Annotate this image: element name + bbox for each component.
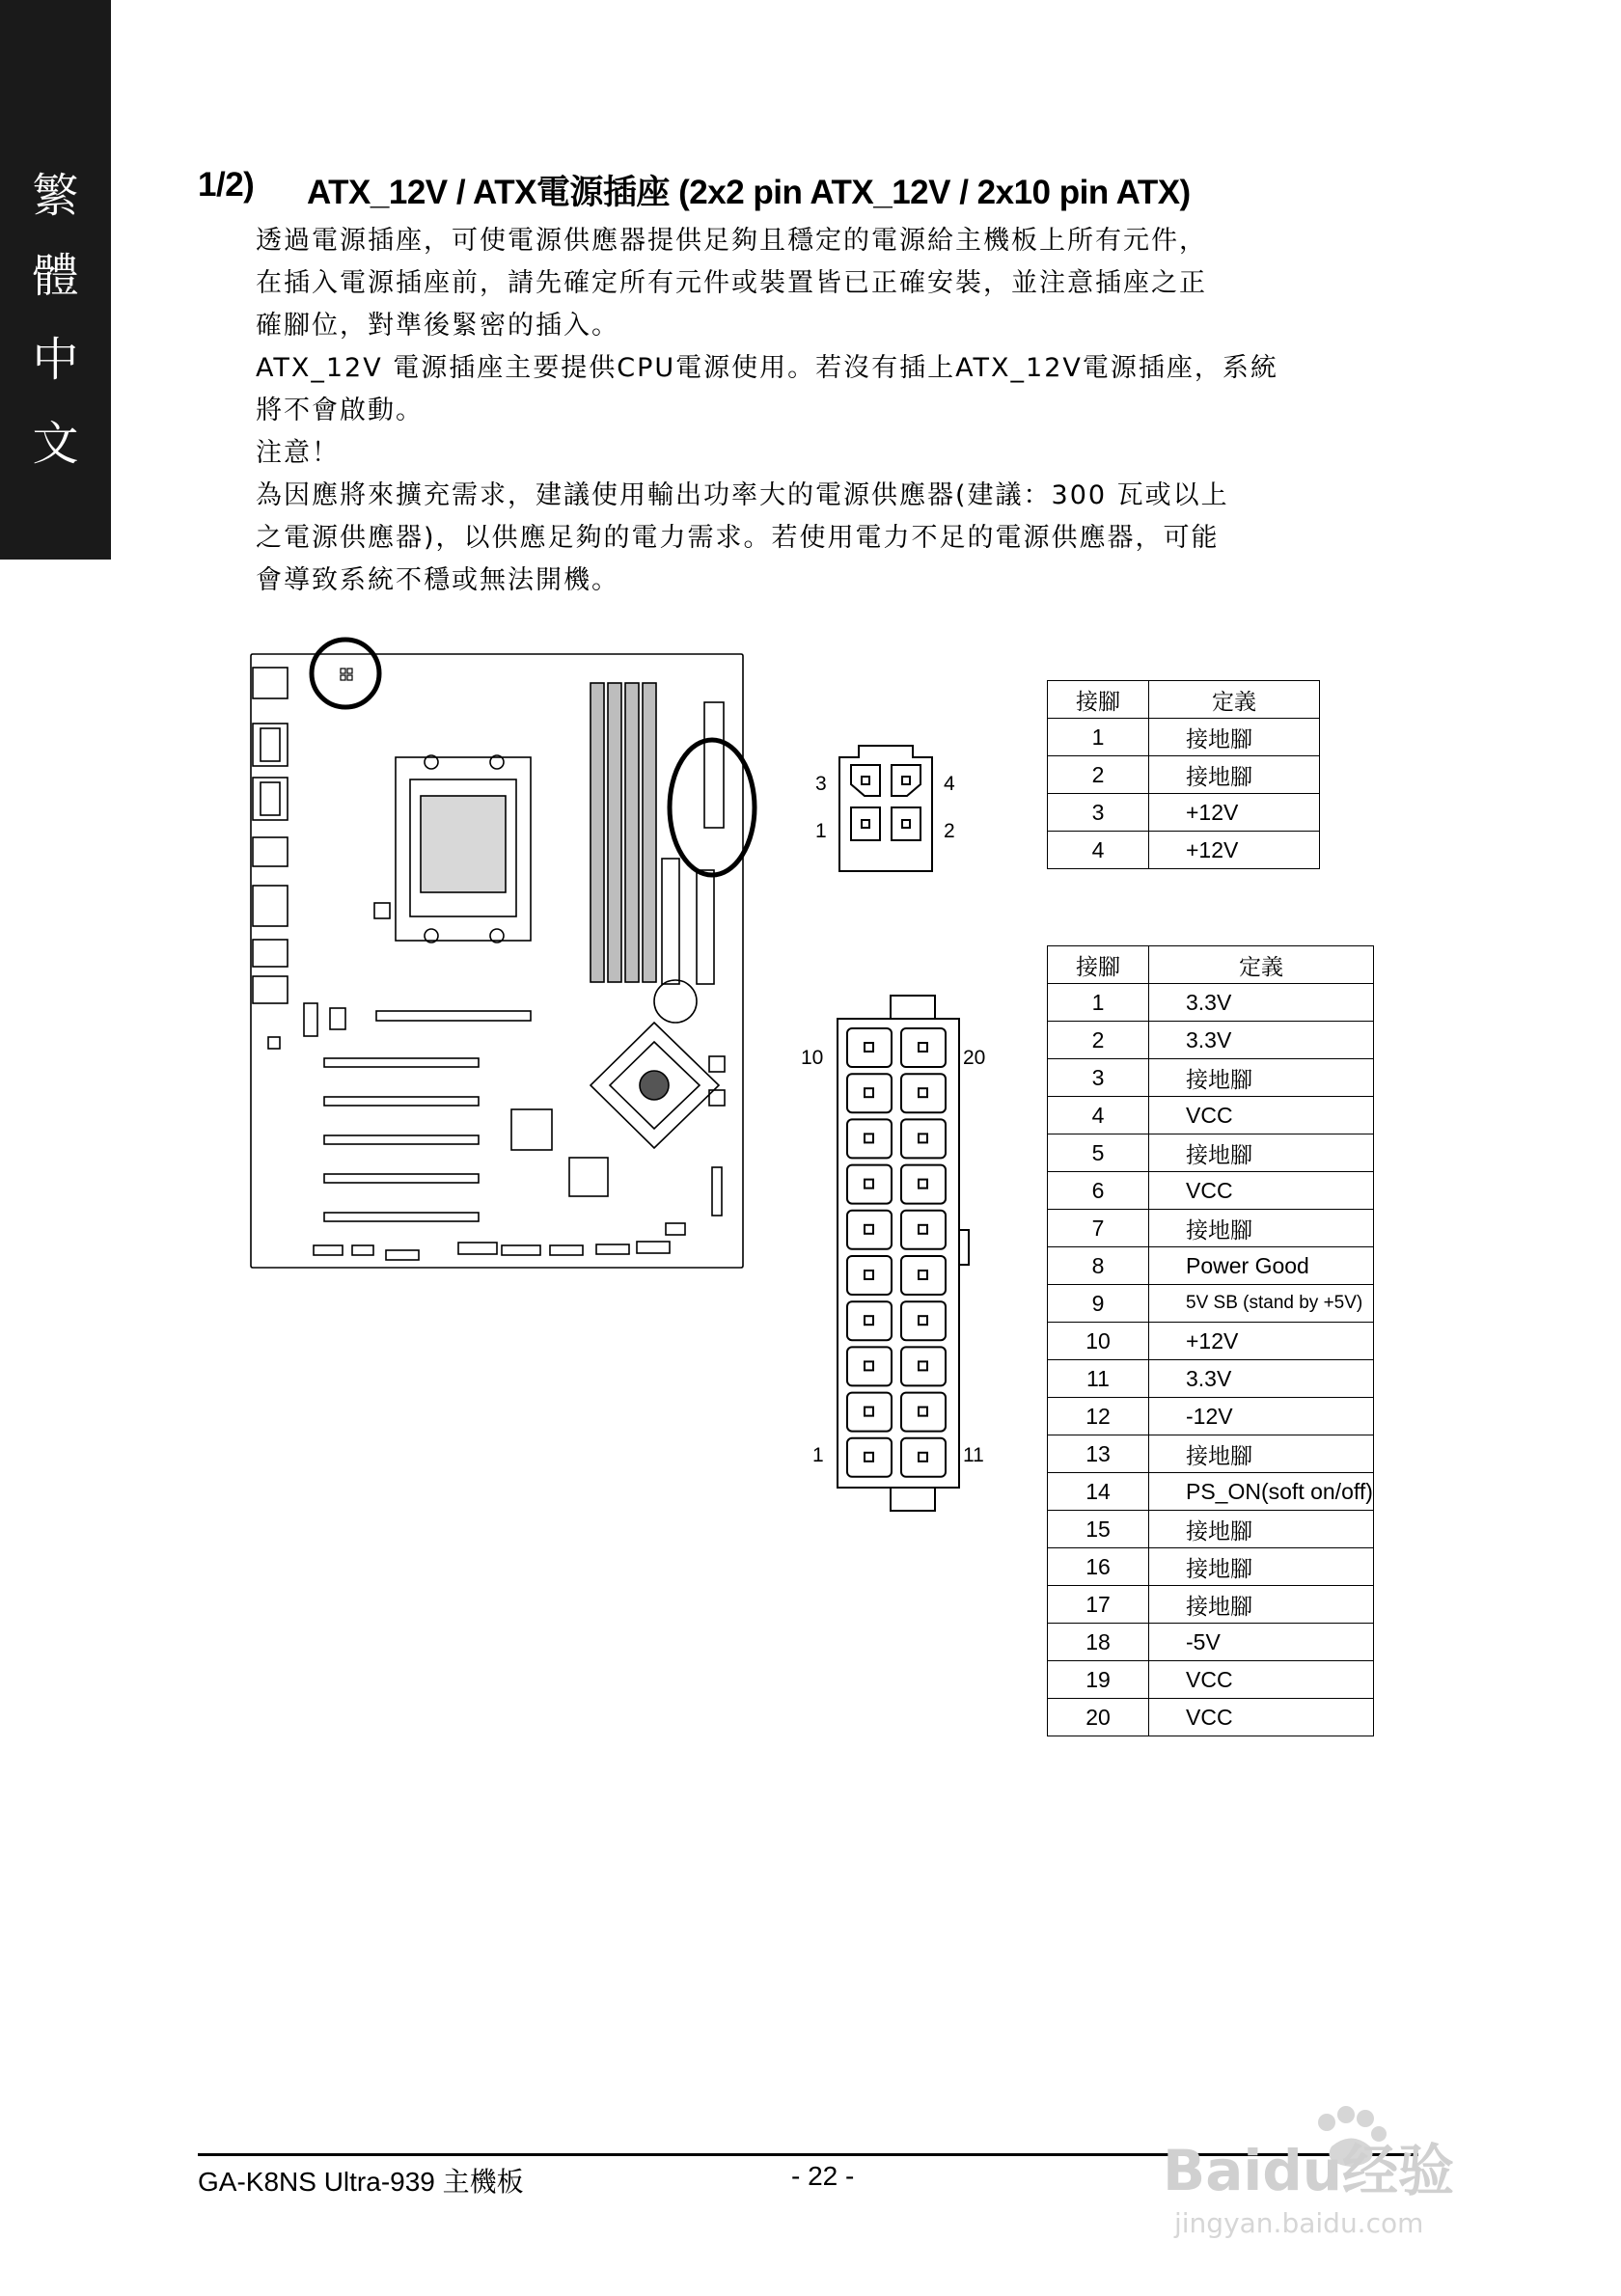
connector-pin-cell <box>901 1347 946 1385</box>
baidu-watermark-logo <box>1163 2103 1578 2238</box>
body-line: 確腳位，對準後緊密的插入。 <box>256 311 619 341</box>
pin-number: 12 <box>1048 1398 1149 1435</box>
pin-definition: -12V <box>1149 1398 1374 1435</box>
connector-pin-cell <box>847 1256 892 1295</box>
pin-definition: 3.3V <box>1149 1022 1374 1059</box>
connector-pin-contact <box>919 1361 927 1370</box>
connector-pin-cell <box>847 1211 892 1249</box>
connector-pin-cell <box>901 1165 946 1204</box>
body-line: 之電源供應器)，以供應足夠的電力需求。若使用電力不足的電源供應器，可能 <box>256 523 1220 553</box>
table-row <box>1048 1285 1374 1323</box>
table-row <box>1048 1172 1374 1210</box>
section-number: 1/2) <box>198 166 255 204</box>
pin-definition: Power Good <box>1149 1247 1374 1285</box>
pin-definition: 接地腳 <box>1149 756 1320 794</box>
connector-pin-cell <box>901 1256 946 1295</box>
pin-number: 17 <box>1048 1586 1149 1624</box>
pin-definition: 接地腳 <box>1149 1210 1374 1247</box>
connector-pin-cell <box>847 1438 892 1477</box>
connector-pin-label: 1 <box>815 820 827 842</box>
body-line: 為因應將來擴充需求，建議使用輸出功率大的電源供應器(建議：300 瓦或以上 <box>256 480 1229 510</box>
connector-pin-contact <box>865 1361 873 1370</box>
pin-number: 11 <box>1048 1360 1149 1398</box>
connector-pin-contact <box>919 1043 927 1052</box>
connector-pin-contact <box>919 1225 927 1234</box>
table-row <box>1048 1323 1374 1360</box>
side-tab-char: 體 <box>32 249 79 303</box>
table-row <box>1048 756 1320 794</box>
pin-number: 4 <box>1048 1097 1149 1134</box>
connector-pin-contact <box>865 1271 873 1279</box>
table-row <box>1048 794 1320 832</box>
pin-definition: 接地腳 <box>1149 1435 1374 1473</box>
pin-number: 3 <box>1048 794 1149 832</box>
pin-definition: +12V <box>1149 794 1320 832</box>
table-row <box>1048 1624 1374 1661</box>
pin-number: 8 <box>1048 1247 1149 1285</box>
watermark-brand: Baidu经验 <box>1163 2138 1455 2203</box>
connector-pin-contact <box>865 1134 873 1142</box>
table-row <box>1048 1360 1374 1398</box>
table-row <box>1048 1661 1374 1699</box>
connector-pin-contact <box>865 1088 873 1097</box>
language-side-tab <box>0 0 111 560</box>
side-tab-char: 繁 <box>32 169 79 223</box>
connector-pin-contact <box>865 1180 873 1189</box>
connector-pin-contact <box>865 1043 873 1052</box>
pin-definition: 接地腳 <box>1149 1059 1374 1097</box>
table-header: 接腳 <box>1048 681 1149 719</box>
connector-pin-cell <box>901 1211 946 1249</box>
pin-definition: VCC <box>1149 1097 1374 1134</box>
watermark-url: jingyan.baidu.com <box>1174 2207 1424 2238</box>
table-row <box>1048 1134 1374 1172</box>
connector-pin-cell <box>847 1119 892 1158</box>
footer-model: GA-K8NS Ultra-939 主機板 <box>198 2167 524 2197</box>
pin-number: 1 <box>1048 719 1149 756</box>
body-line: 將不會啟動。 <box>256 396 424 425</box>
pin-number: 16 <box>1048 1548 1149 1586</box>
table-row <box>1048 832 1320 869</box>
pin-definition: +12V <box>1149 832 1320 869</box>
table-row <box>1048 1247 1374 1285</box>
pin-number: 18 <box>1048 1624 1149 1661</box>
connector-pin-label: 1 <box>812 1444 824 1466</box>
connector-pin-contact <box>865 1408 873 1416</box>
connector-pin-cell <box>847 1028 892 1067</box>
pin-number: 7 <box>1048 1210 1149 1247</box>
pin-definition: +12V <box>1149 1323 1374 1360</box>
pin-number: 9 <box>1048 1285 1149 1323</box>
pin-definition: VCC <box>1149 1661 1374 1699</box>
pin-definition: 接地腳 <box>1149 1548 1374 1586</box>
pin-definition: PS_ON(soft on/off) <box>1149 1473 1374 1511</box>
connector-pin-contact <box>919 1180 927 1189</box>
connector-pin-contact <box>919 1134 927 1142</box>
pin-number: 14 <box>1048 1473 1149 1511</box>
pin-definition: -5V <box>1149 1624 1374 1661</box>
table-row <box>1048 984 1374 1022</box>
body-line: 會導致系統不穩或無法開機。 <box>256 565 619 595</box>
table-row <box>1048 1699 1374 1736</box>
pin-number: 4 <box>1048 832 1149 869</box>
pin-definition: 接地腳 <box>1149 719 1320 756</box>
body-line: ATX_12V 電源插座主要提供CPU電源使用。若沒有插上ATX_12V電源插座，系統 <box>256 353 1278 383</box>
pin-definition: 3.3V <box>1149 1360 1374 1398</box>
pin-number: 19 <box>1048 1661 1149 1699</box>
connector-pin-cell <box>901 1119 946 1158</box>
connector-pin-cell <box>901 1393 946 1432</box>
section-title: ATX_12V / ATX電源插座 (2x2 pin ATX_12V / 2x10 pin ATX) <box>307 174 1191 211</box>
table-row <box>1048 1473 1374 1511</box>
table-row <box>1048 719 1320 756</box>
pin-number: 3 <box>1048 1059 1149 1097</box>
pin-definition: 接地腳 <box>1149 1134 1374 1172</box>
pin-definition: 3.3V <box>1149 984 1374 1022</box>
connector-pin-label: 4 <box>944 773 955 795</box>
connector-pin-label: 11 <box>963 1444 984 1466</box>
atx12v-connector-drawing <box>801 719 975 892</box>
connector-pin-contact <box>865 1225 873 1234</box>
pin-definition: 接地腳 <box>1149 1511 1374 1548</box>
connector-pin-cell <box>901 1438 946 1477</box>
connector-pin-contact <box>919 1088 927 1097</box>
table-row <box>1048 1586 1374 1624</box>
connector-pin-contact <box>865 1316 873 1325</box>
side-tab-char: 文 <box>32 417 79 471</box>
connector-pin-label: 20 <box>963 1047 986 1069</box>
note-heading: 注意！ <box>256 438 340 468</box>
side-tab-char: 中 <box>32 333 79 387</box>
connector-pin-label: 3 <box>815 773 827 795</box>
connector-pin-label: 2 <box>944 820 955 842</box>
table-row <box>1048 1022 1374 1059</box>
atx-pin-table <box>1047 945 1374 1736</box>
motherboard-diagram <box>241 617 762 1273</box>
connector-pin-contact <box>919 1271 927 1279</box>
table-row <box>1048 1435 1374 1473</box>
pin-number: 13 <box>1048 1435 1149 1473</box>
connector-pin-cell <box>901 1074 946 1112</box>
pin-number: 20 <box>1048 1699 1149 1736</box>
pin-number: 10 <box>1048 1323 1149 1360</box>
connector-pin-cell <box>901 1028 946 1067</box>
pin-number: 2 <box>1048 756 1149 794</box>
connector-pin-label: 10 <box>801 1047 824 1069</box>
body-line: 透過電源插座，可使電源供應器提供足夠且穩定的電源給主機板上所有元件， <box>256 226 1207 256</box>
page-number: - 22 - <box>791 2161 855 2191</box>
connector-pin-contact <box>919 1453 927 1462</box>
table-row <box>1048 1059 1374 1097</box>
table-row <box>1048 1097 1374 1134</box>
atx-connector-drawing <box>791 994 994 1524</box>
connector-pin-cell <box>847 1074 892 1112</box>
table-header: 定義 <box>1149 681 1320 719</box>
pin-definition: 5V SB (stand by +5V) <box>1149 1285 1374 1323</box>
pin-number: 15 <box>1048 1511 1149 1548</box>
pin-definition: VCC <box>1149 1172 1374 1210</box>
atx12v-pin-table <box>1047 680 1320 869</box>
body-line: 在插入電源插座前，請先確定所有元件或裝置皆已正確安裝，並注意插座之正 <box>256 268 1207 298</box>
connector-pin-contact <box>919 1408 927 1416</box>
connector-pin-contact <box>865 1453 873 1462</box>
pin-definition: VCC <box>1149 1699 1374 1736</box>
table-row <box>1048 1511 1374 1548</box>
connector-pin-cell <box>901 1301 946 1340</box>
connector-pin-cell <box>847 1301 892 1340</box>
pin-number: 2 <box>1048 1022 1149 1059</box>
connector-pin-cell <box>847 1165 892 1204</box>
table-header: 定義 <box>1149 946 1374 984</box>
pin-number: 5 <box>1048 1134 1149 1172</box>
table-row <box>1048 1398 1374 1435</box>
connector-pin-cell <box>847 1393 892 1432</box>
table-row <box>1048 1210 1374 1247</box>
table-row <box>1048 1548 1374 1586</box>
connector-pin-contact <box>919 1316 927 1325</box>
pin-definition: 接地腳 <box>1149 1586 1374 1624</box>
connector-pin-cell <box>847 1347 892 1385</box>
pin-number: 6 <box>1048 1172 1149 1210</box>
table-header: 接腳 <box>1048 946 1149 984</box>
pin-number: 1 <box>1048 984 1149 1022</box>
